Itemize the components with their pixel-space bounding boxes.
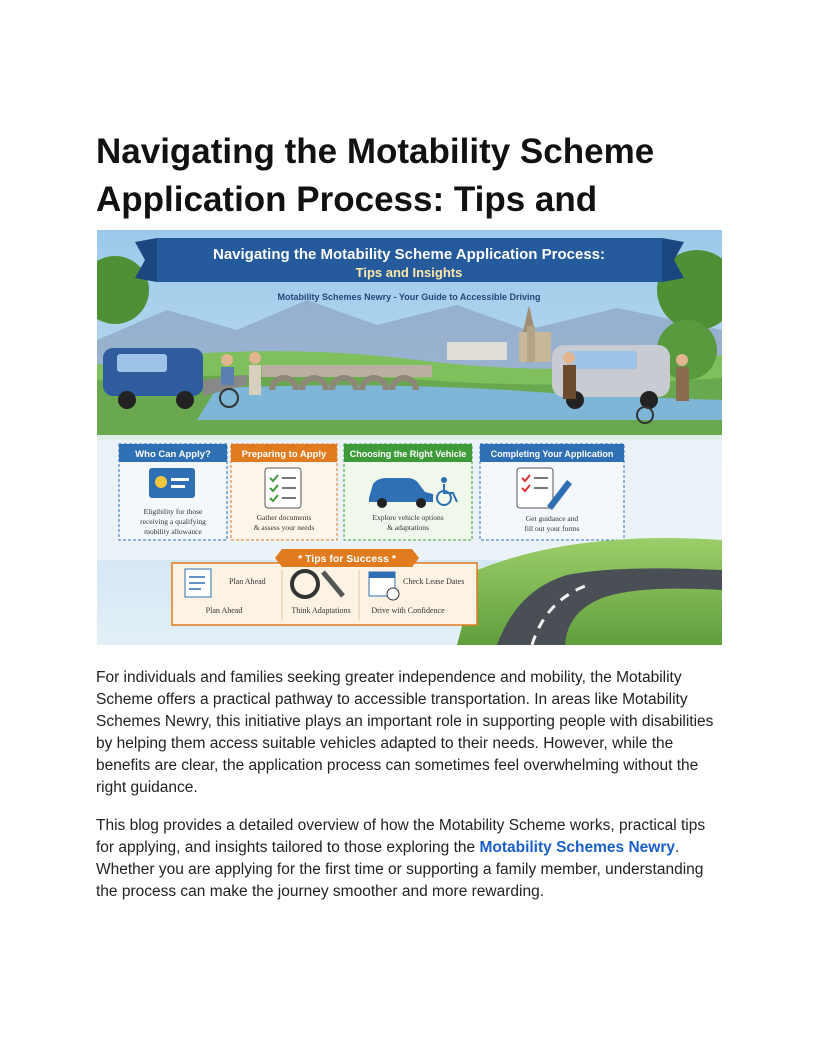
svg-text:& adaptations: & adaptations: [387, 523, 429, 532]
tips-title: * Tips for Success *: [298, 553, 396, 565]
svg-text:receiving a qualifying: receiving a qualifying: [140, 517, 206, 526]
page-title: Navigating the Motability Scheme Application Process: Tips and: [96, 132, 655, 219]
svg-text:Plan Ahead: Plan Ahead: [205, 606, 243, 615]
step-heading: Preparing to Apply: [241, 449, 327, 460]
overview-text-end: . Whether you are applying for the first time or supporting a family member, understanding the process can make the journey smoother and more rewarding.: [96, 839, 704, 900]
tagline: Motability Schemes Newry - Your Guide to Accessible Driving: [277, 292, 541, 302]
svg-text:Check Lease Dates: Check Lease Dates: [403, 577, 465, 586]
svg-text:fill out your forms: fill out your forms: [524, 524, 580, 533]
svg-text:Think Adaptations: Think Adaptations: [291, 606, 351, 615]
svg-text:& assess your needs: & assess your needs: [253, 523, 315, 532]
svg-text:Eligibility for those: Eligibility for those: [143, 507, 203, 516]
svg-text:Get guidance and: Get guidance and: [525, 514, 579, 523]
step-choosing-vehicle: [344, 444, 472, 540]
svg-text:Gather documents: Gather documents: [256, 513, 312, 522]
hero-infographic: [97, 230, 722, 645]
svg-text:mobility allowance: mobility allowance: [144, 527, 202, 536]
step-who-can-apply: [119, 444, 227, 540]
intro-paragraph: For individuals and families seeking greater independence and mobility, the Motability Scheme offers a practical pathway to accessible transportation. In areas like Motability Schemes Newry, this initiative plays an important role in supporting people with disabilities by helping them access suitable vehicles adapted to their needs. However, while the benefits are clear, the application process can sometimes feel overwhelming without the right guidance.: [96, 669, 714, 796]
overview-paragraph: [96, 815, 720, 903]
svg-text:Explore vehicle options: Explore vehicle options: [372, 513, 444, 522]
banner-subtitle: Tips and Insights: [355, 265, 463, 280]
banner-title: Navigating the Motability Scheme Application Process:: [212, 246, 606, 263]
overview-text-start: This blog provides a detailed overview of how the Motability Scheme works, practical tips for applying, and insights tailored to those exploring the: [96, 817, 706, 856]
step-heading: Completing Your Application: [490, 449, 614, 459]
step-heading: Choosing the Right Vehicle: [349, 449, 467, 459]
svg-text:Drive with Confidence: Drive with Confidence: [371, 606, 445, 615]
svg-text:Plan Ahead: Plan Ahead: [229, 577, 266, 586]
step-preparing-to-apply: [231, 444, 337, 540]
step-heading: Who Can Apply?: [135, 449, 211, 460]
step-completing-application: [480, 444, 624, 540]
motability-schemes-newry-link[interactable]: Motability Schemes Newry: [479, 839, 675, 856]
